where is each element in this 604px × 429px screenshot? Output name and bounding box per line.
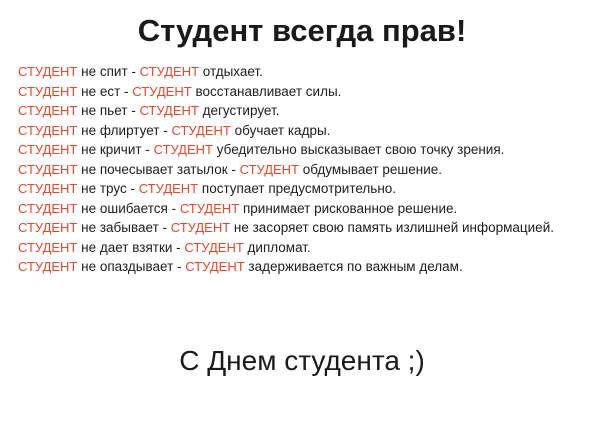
line-second-clause: принимает рискованное решение. <box>239 200 458 216</box>
keyword-student: СТУДЕНТ <box>185 259 245 274</box>
keyword-student: СТУДЕНТ <box>18 64 78 79</box>
clause-separator: - <box>127 64 140 79</box>
keyword-student: СТУДЕНТ <box>18 161 78 177</box>
clause-separator: - <box>158 220 171 235</box>
keyword-student: СТУДЕНТ <box>18 239 78 255</box>
line-second-clause: не засоряет свою память излишней информацией. <box>230 220 554 235</box>
line-first-clause: не спит <box>77 64 128 79</box>
keyword-student: СТУДЕНТ <box>18 220 78 235</box>
line-first-clause: не забывает <box>77 220 159 235</box>
list-item <box>0 121 604 141</box>
joke-line-list <box>0 62 604 277</box>
line-first-clause: не дает взятки <box>77 239 173 255</box>
line-first-clause: не почесывает затылок <box>77 161 228 177</box>
line-second-clause: отдыхает. <box>199 64 263 79</box>
keyword-student: СТУДЕНТ <box>239 161 300 177</box>
line-first-clause: не ошибается <box>77 200 168 216</box>
keyword-student: СТУДЕНТ <box>18 259 78 274</box>
line-second-clause: поступает предусмотрительно. <box>198 181 397 196</box>
keyword-student: СТУДЕНТ <box>170 220 231 235</box>
list-item <box>0 238 604 258</box>
page-title: Студент всегда прав! <box>137 13 467 48</box>
clause-separator: - <box>227 161 240 177</box>
line-second-clause: задерживается по важным делам. <box>244 259 463 274</box>
line-first-clause: не флиртует <box>77 122 160 138</box>
clause-separator: - <box>120 83 133 99</box>
line-first-clause: не ест <box>77 83 121 99</box>
list-item <box>0 140 604 160</box>
list-item <box>0 218 604 238</box>
keyword-student: СТУДЕНТ <box>132 83 192 99</box>
line-first-clause: не кричит <box>77 142 142 157</box>
keyword-student: СТУДЕНТ <box>153 142 213 157</box>
list-item <box>0 199 604 219</box>
list-item <box>0 257 604 277</box>
line-first-clause: не опаздывает <box>77 259 174 274</box>
keyword-student: СТУДЕНТ <box>18 122 78 138</box>
keyword-student: СТУДЕНТ <box>139 103 199 118</box>
list-item <box>0 62 604 82</box>
clause-separator: - <box>141 142 154 157</box>
keyword-student: СТУДЕНТ <box>18 142 78 157</box>
keyword-student: СТУДЕНТ <box>18 181 78 196</box>
keyword-student: СТУДЕНТ <box>138 181 199 196</box>
list-item <box>0 179 604 199</box>
keyword-student: СТУДЕНТ <box>18 103 78 118</box>
keyword-student: СТУДЕНТ <box>18 83 78 99</box>
list-item <box>0 101 604 121</box>
clause-separator: - <box>159 122 172 138</box>
line-second-clause: дипломат. <box>243 239 311 255</box>
keyword-student: СТУДЕНТ <box>179 200 240 216</box>
clause-separator: - <box>126 181 139 196</box>
list-item <box>0 82 604 102</box>
keyword-student: СТУДЕНТ <box>139 64 200 79</box>
keyword-student: СТУДЕНТ <box>171 122 231 138</box>
clause-separator: - <box>172 239 185 255</box>
keyword-student: СТУДЕНТ <box>18 200 78 216</box>
footer-greeting: С Днем студента ;) <box>179 345 425 376</box>
line-second-clause: восстанавливает силы. <box>191 83 342 99</box>
clause-separator: - <box>127 103 140 118</box>
clause-separator: - <box>167 200 180 216</box>
line-first-clause: не пьет <box>77 103 128 118</box>
line-second-clause: дегустирует. <box>198 103 280 118</box>
keyword-student: СТУДЕНТ <box>184 239 244 255</box>
line-first-clause: не трус <box>77 181 127 196</box>
line-second-clause: убедительно высказывает свою точку зрения. <box>212 142 505 157</box>
clause-separator: - <box>173 259 186 274</box>
line-second-clause: обучает кадры. <box>230 122 331 138</box>
line-second-clause: обдумывает решение. <box>299 161 442 177</box>
list-item <box>0 160 604 180</box>
